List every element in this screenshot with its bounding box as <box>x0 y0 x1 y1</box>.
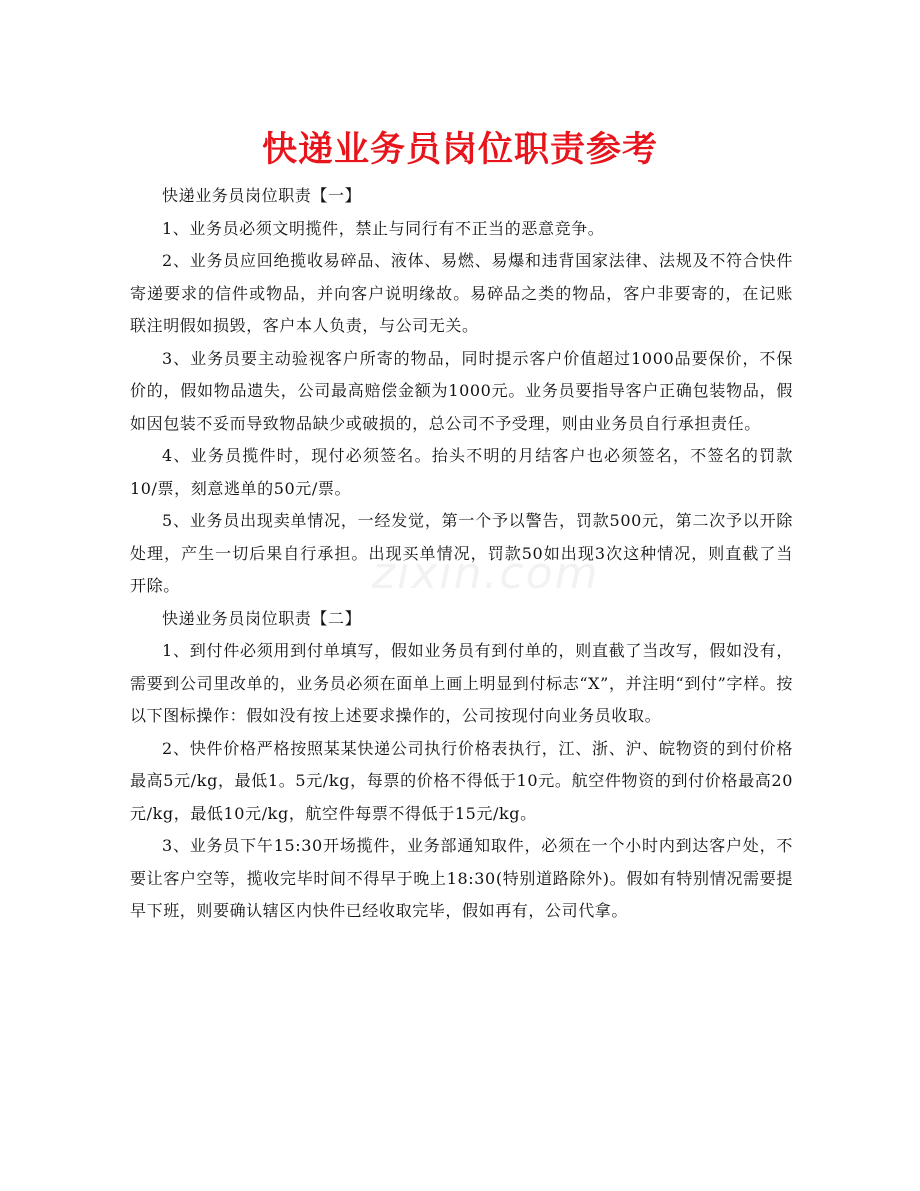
document-title: 快递业务员岗位职责参考 <box>261 130 658 170</box>
paragraph: 2、业务员应回绝揽收易碎品、液体、易燃、易爆和违背国家法律、法规及不符合快件寄递要求的信件或物品，并向客户说明缘故。易碎品之类的物品，客户非要寄的，在记账联注明假如损毁，客户本人负责，与公司无关。 <box>130 251 793 335</box>
paragraph: 5、业务员出现卖单情况，一经发觉，第一个予以警告，罚款500元，第二次予以开除处理，产生一切后果自行承担。出现买单情况，罚款50如出现3次这种情况，则直截了当开除。 <box>130 511 793 595</box>
document-body <box>130 180 793 928</box>
paragraph: 3、业务员要主动验视客户所寄的物品，同时提示客户价值超过1000品要保价，不保价的，假如物品遗失，公司最高赔偿金额为1000元。业务员要指导客户正确包装物品，假如因包装不妥而导致物品缺少或破损的，总公司不予受理，则由业务员自行承担责任。 <box>130 348 793 433</box>
paragraph: 3、业务员下午15:30开场揽件，业务部通知取件，必须在一个小时内到达客户处，不要让客户空等，揽收完毕时间不得早于晚上18:30(特别道路除外)。假如有特别情况需要提早下班，则要确认辖区内快件已经收取完毕，假如再有，公司代拿。 <box>130 836 793 920</box>
section-heading-1: 快递业务员岗位职责【一】 <box>162 186 362 205</box>
paragraph: 2、快件价格严格按照某某快递公司执行价格表执行，江、浙、沪、皖物资的到付价格最高5元/kg，最低1。5元/kg，每票的价格不得低于10元。航空件物资的到付价格最高20元/kg，最低10元/kg，航空件每票不得低于15元/kg。 <box>130 738 793 823</box>
watermark: zixin.com <box>372 548 600 599</box>
paragraph: 4、业务员揽件时，现付必须签名。抬头不明的月结客户也必须签名，不签名的罚款10/票，刻意逃单的50元/票。 <box>130 446 793 498</box>
section-heading-2: 快递业务员岗位职责【二】 <box>162 608 362 628</box>
paragraph: 1、到付件必须用到付单填写，假如业务员有到付单的，则直截了当改写，假如没有，需要到公司里改单的，业务员必须在面单上画上明显到付标志“X”，并注明“到付”字样。按以下图标操作：假如没有按上述要求操作的，公司按现付向业务员收取。 <box>130 641 793 725</box>
paragraph: 1、业务员必须文明揽件，禁止与同行有不正当的恶意竞争。 <box>162 218 605 238</box>
